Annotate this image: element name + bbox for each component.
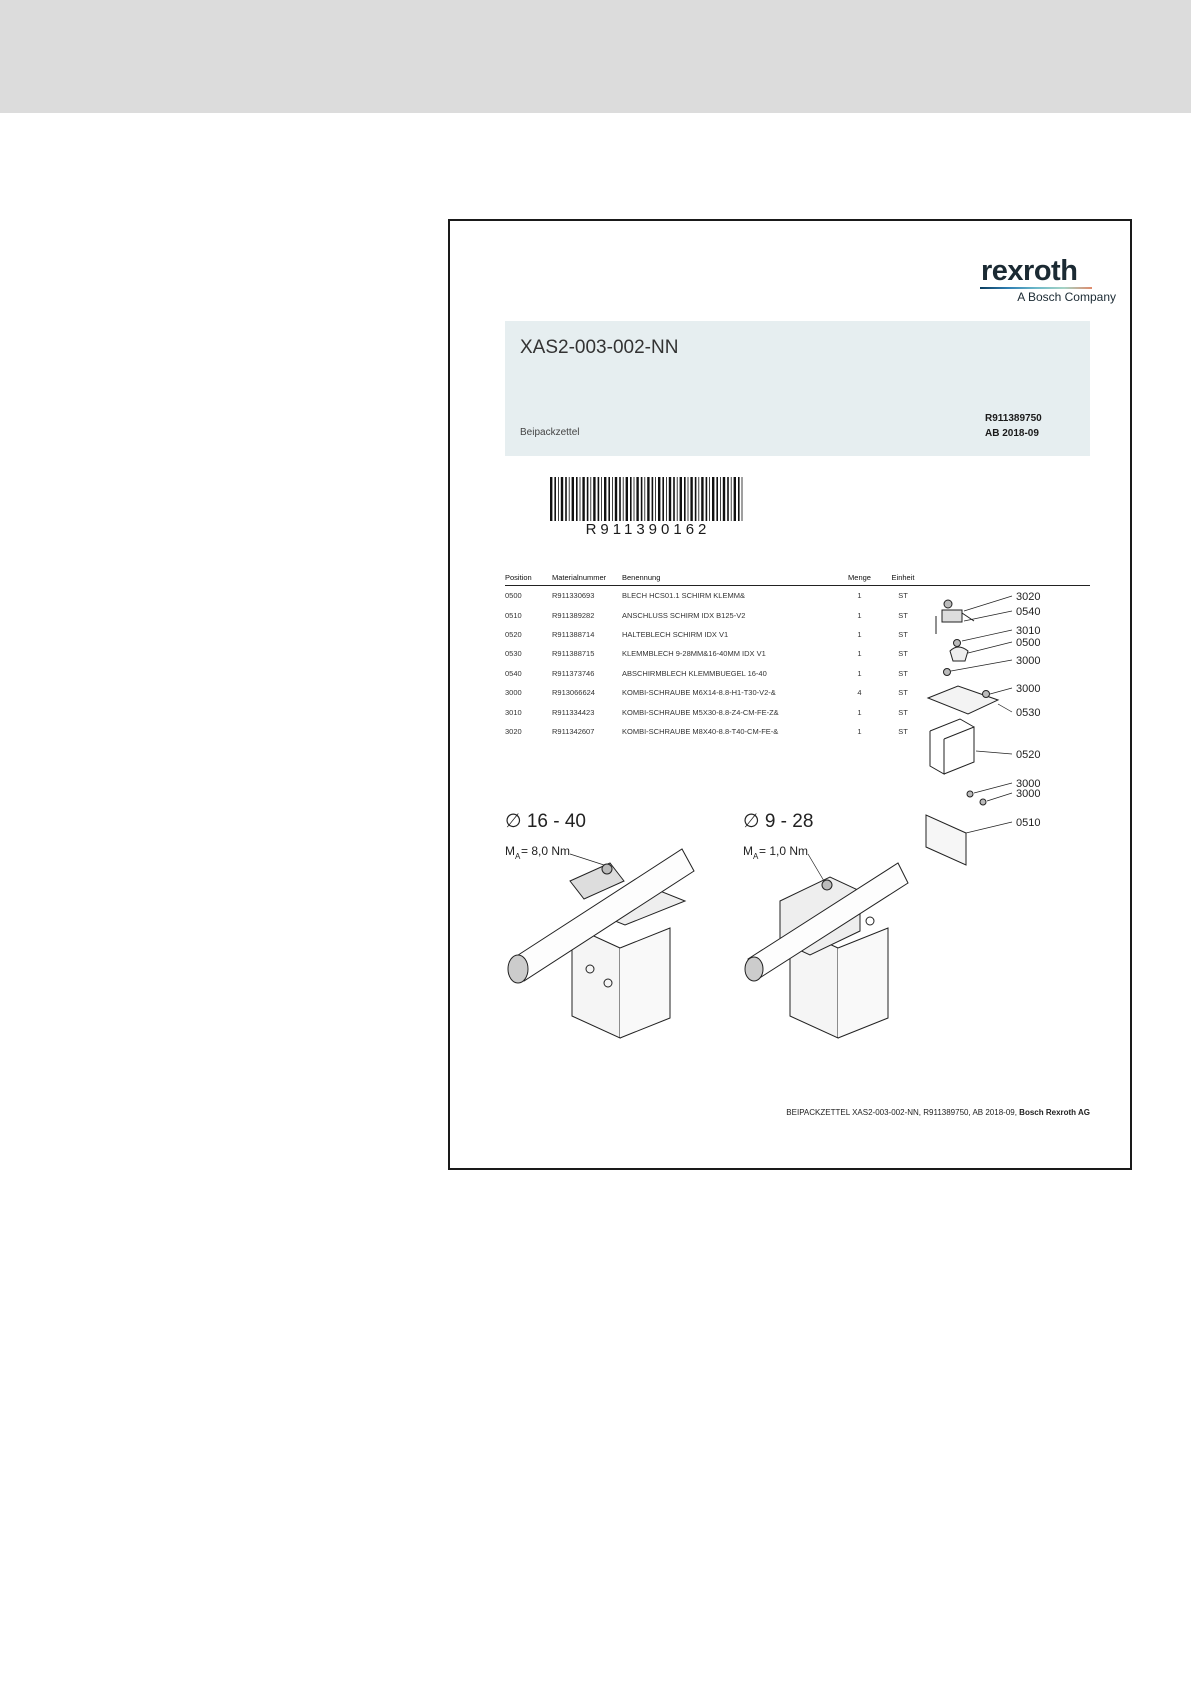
part-0510-sheet <box>926 815 966 865</box>
left-torque-leader <box>570 854 604 865</box>
part-3000-screw-c <box>967 791 973 797</box>
footer-company: Bosch Rexroth AG <box>1019 1108 1090 1117</box>
cell-position: 3010 <box>505 707 522 717</box>
document-edition: AB 2018-09 <box>985 428 1039 439</box>
torque-label-right: M <box>743 844 753 858</box>
barcode-number: R911390162 <box>585 521 711 538</box>
cell-unit: ST <box>898 629 908 639</box>
header-material-number: Materialnummer <box>552 569 622 586</box>
cell-unit: ST <box>898 688 908 698</box>
callout-label-0530: 0530 <box>1016 707 1041 719</box>
callout-label-3000: 3000 <box>1016 655 1041 667</box>
callout-label-3020: 3020 <box>1016 591 1041 603</box>
cell-position: 3000 <box>505 688 522 698</box>
torque-value-right: = 1,0 Nm <box>759 844 809 858</box>
cell-material-number: R911342607 <box>552 726 595 736</box>
callout-leader <box>964 596 1012 611</box>
cell-quantity: 1 <box>857 726 862 736</box>
header-unit: Einheit <box>883 569 923 586</box>
cell-unit: ST <box>898 726 908 736</box>
part-3000-screw-d <box>980 799 986 805</box>
page-header-band <box>0 0 1191 113</box>
cell-description: BLECH HCS01.1 SCHIRM KLEMM& <box>622 591 745 601</box>
callout-leader <box>974 783 1012 793</box>
callout-leader <box>998 704 1012 712</box>
cell-material-number: R911388715 <box>552 649 595 659</box>
brand-logo: rexroth <box>981 255 1078 287</box>
callout-label-3010: 3010 <box>1016 625 1041 637</box>
cell-material-number: R911330693 <box>552 591 595 601</box>
part-0500-sheet <box>950 647 968 661</box>
right-screw-hole <box>866 917 874 925</box>
cell-unit: ST <box>898 668 908 678</box>
callout-leader <box>951 660 1012 671</box>
cell-description: KLEMMBLECH 9-28MM&16-40MM IDX V1 <box>622 649 766 659</box>
cell-position: 0520 <box>505 629 522 639</box>
torque-sub-left: A <box>515 852 521 861</box>
part-0530-plate <box>928 686 998 714</box>
right-holder-side <box>838 928 888 1038</box>
footer-doc-reference: BEIPACKZETTEL XAS2-003-002-NN, R911389750, AB 2018-09, <box>786 1108 1020 1117</box>
callout-leader <box>976 751 1012 754</box>
cell-material-number: R911389282 <box>552 610 595 620</box>
callout-leader <box>964 611 1012 621</box>
cell-unit: ST <box>898 649 908 659</box>
cell-quantity: 4 <box>857 688 862 698</box>
cell-description: ANSCHLUSS SCHIRM IDX B125-V2 <box>622 610 746 620</box>
callout-label-0520: 0520 <box>1016 749 1041 761</box>
cell-quantity: 1 <box>857 610 862 620</box>
part-3000-screw-b <box>983 691 990 698</box>
range-label-left: ∅ 16 - 40 <box>505 811 586 832</box>
callout-leader <box>968 642 1012 653</box>
cell-unit: ST <box>898 591 908 601</box>
header-description: Benennung <box>622 569 836 586</box>
header-position: Position <box>505 569 552 586</box>
cell-material-number: R913066624 <box>552 688 595 698</box>
range-label-right: ∅ 9 - 28 <box>743 811 814 832</box>
footer-text <box>760 1108 1090 1117</box>
callout-leader <box>966 822 1012 833</box>
left-clamp-screw <box>602 864 612 874</box>
callout-label-0500: 0500 <box>1016 637 1041 649</box>
cell-quantity: 1 <box>857 649 862 659</box>
callout-label-0510: 0510 <box>1016 817 1041 829</box>
part-3000-screw <box>944 669 951 676</box>
cell-description: KOMBI-SCHRAUBE M5X30-8.8-Z4-CM-FE-Z& <box>622 707 779 717</box>
cell-material-number: R911373746 <box>552 668 595 678</box>
cell-position: 0500 <box>505 591 522 601</box>
right-clamp-screw <box>822 880 832 890</box>
cell-unit: ST <box>898 707 908 717</box>
document-number: R911389750 <box>985 413 1042 424</box>
callout-label-0540: 0540 <box>1016 606 1041 618</box>
header-quantity: Menge <box>836 569 883 586</box>
cell-description: ABSCHIRMBLECH KLEMMBUEGEL 16-40 <box>622 668 767 678</box>
cell-quantity: 1 <box>857 707 862 717</box>
left-cable-end <box>508 955 528 983</box>
document-title: XAS2-003-002-NN <box>520 337 679 358</box>
callout-label-3000: 3000 <box>1016 788 1041 800</box>
document-frame <box>448 219 1132 1170</box>
document-type: Beipackzettel <box>520 427 580 438</box>
part-0520-holder <box>930 719 974 774</box>
callout-leader <box>990 688 1012 694</box>
part-3010-screw <box>954 640 961 647</box>
cell-position: 0510 <box>505 610 522 620</box>
callout-leader <box>987 793 1012 801</box>
cell-description: KOMBI-SCHRAUBE M8X40-8.8-T40-CM-FE-& <box>622 726 779 736</box>
left-holder-side <box>620 928 670 1038</box>
callout-leader <box>962 630 1012 641</box>
part-3020-screw <box>944 600 952 608</box>
callout-label-3000: 3000 <box>1016 683 1041 695</box>
brand-subtitle: A Bosch Company <box>1017 290 1116 304</box>
torque-value-left: = 8,0 Nm <box>521 844 571 858</box>
cell-position: 0530 <box>505 649 522 659</box>
cell-quantity: 1 <box>857 668 862 678</box>
part-3020-clamp <box>942 610 962 622</box>
cell-quantity: 1 <box>857 629 862 639</box>
cell-material-number: R911388714 <box>552 629 595 639</box>
cell-position: 3020 <box>505 726 522 736</box>
assembly-diagram <box>450 221 1134 1172</box>
right-torque-leader <box>808 854 824 881</box>
torque-sub-right: A <box>753 852 759 861</box>
right-cable-end <box>745 957 763 981</box>
cell-position: 0540 <box>505 668 522 678</box>
callout-label-3000: 3000 <box>1016 778 1041 790</box>
cell-material-number: R911334423 <box>552 707 595 717</box>
cell-description: KOMBI-SCHRAUBE M6X14-8.8-H1-T30-V2-& <box>622 688 776 698</box>
cell-description: HALTEBLECH SCHIRM IDX V1 <box>622 629 729 639</box>
cell-unit: ST <box>898 610 908 620</box>
torque-label-left: M <box>505 844 515 858</box>
cell-quantity: 1 <box>857 591 862 601</box>
